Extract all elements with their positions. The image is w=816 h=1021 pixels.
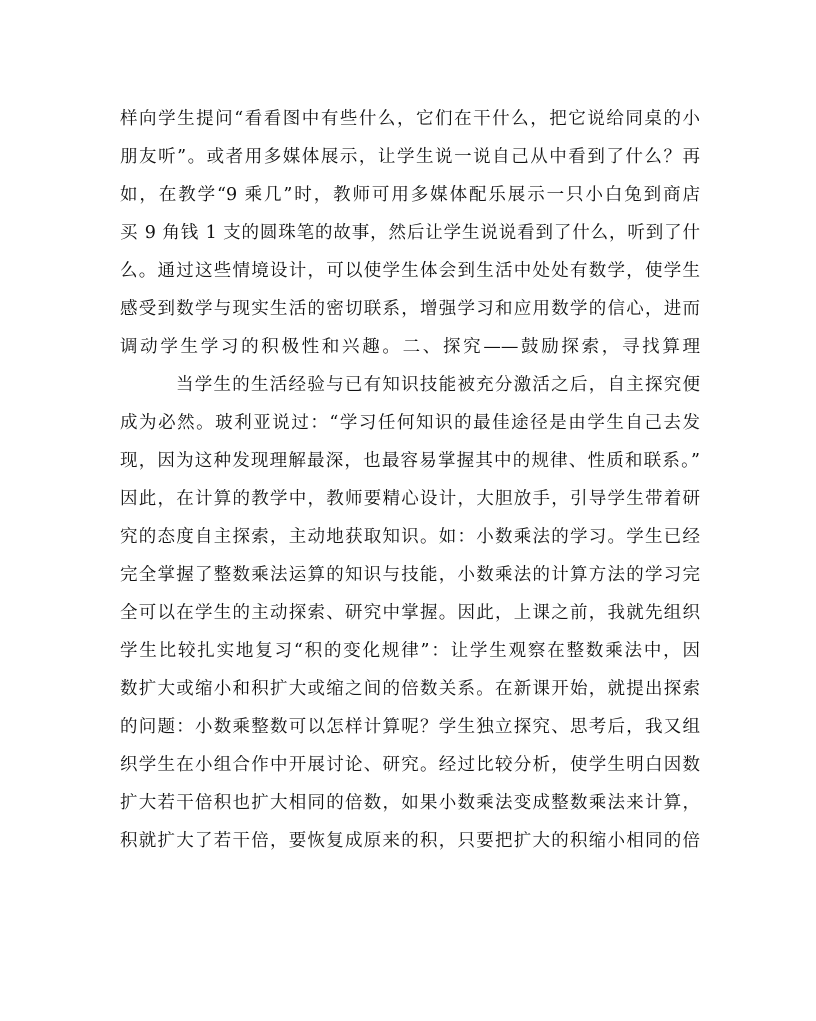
text-line: 朋友听”。或者用多媒体展示，让学生说一说自己从中看到了什么？再	[120, 147, 700, 167]
text-line: 如，在教学“9 乘几”时，教师可用多媒体配乐展示一只小白兔到商店	[120, 185, 700, 205]
text-line: 买 9 角钱 1 支的圆珠笔的故事，然后让学生说说看到了什么，听到了什	[120, 223, 700, 243]
text-line: 因此，在计算的教学中，教师要精心设计，大胆放手，引导学生带着研	[120, 489, 700, 509]
text-line: 完全掌握了整数乘法运算的知识与技能，小数乘法的计算方法的学习完	[120, 565, 700, 585]
text-line: 数扩大或缩小和积扩大或缩之间的倍数关系。在新课开始，就提出探索	[120, 679, 700, 699]
text-line: 现，因为这种发现理解最深，也最容易掌握其中的规律、性质和联系。”	[120, 451, 700, 471]
paragraph-start-line: 当学生的生活经验与已有知识技能被充分激活之后，自主探究便	[176, 375, 700, 395]
text-line: 织学生在小组合作中开展讨论、研究。经过比较分析，使学生明白因数	[120, 755, 700, 775]
text-line: 感受到数学与现实生活的密切联系，增强学习和应用数学的信心，进而	[120, 299, 700, 319]
text-line: 学生比较扎实地复习“积的变化规律”：让学生观察在整数乘法中，因	[120, 641, 700, 661]
text-line: 全可以在学生的主动探索、研究中掌握。因此，上课之前，我就先组织	[120, 603, 700, 623]
text-line: 么。通过这些情境设计，可以使学生体会到生活中处处有数学，使学生	[120, 261, 700, 281]
text-line: 样向学生提问“看看图中有些什么，它们在干什么，把它说给同桌的小	[120, 109, 700, 129]
text-line: 成为必然。玻利亚说过：“学习任何知识的最佳途径是由学生自己去发	[120, 413, 700, 433]
text-line: 扩大若干倍积也扩大相同的倍数，如果小数乘法变成整数乘法来计算，	[120, 793, 700, 813]
text-line: 究的态度自主探索，主动地获取知识。如：小数乘法的学习。学生已经	[120, 527, 700, 547]
text-line: 调动学生学习的积极性和兴趣。二、探究——鼓励探索，寻找算理	[120, 337, 700, 357]
text-line: 积就扩大了若干倍，要恢复成原来的积，只要把扩大的积缩小相同的倍	[120, 831, 700, 851]
body-text	[120, 100, 700, 860]
text-line: 的问题：小数乘整数可以怎样计算呢？学生独立探究、思考后，我又组	[120, 717, 700, 737]
